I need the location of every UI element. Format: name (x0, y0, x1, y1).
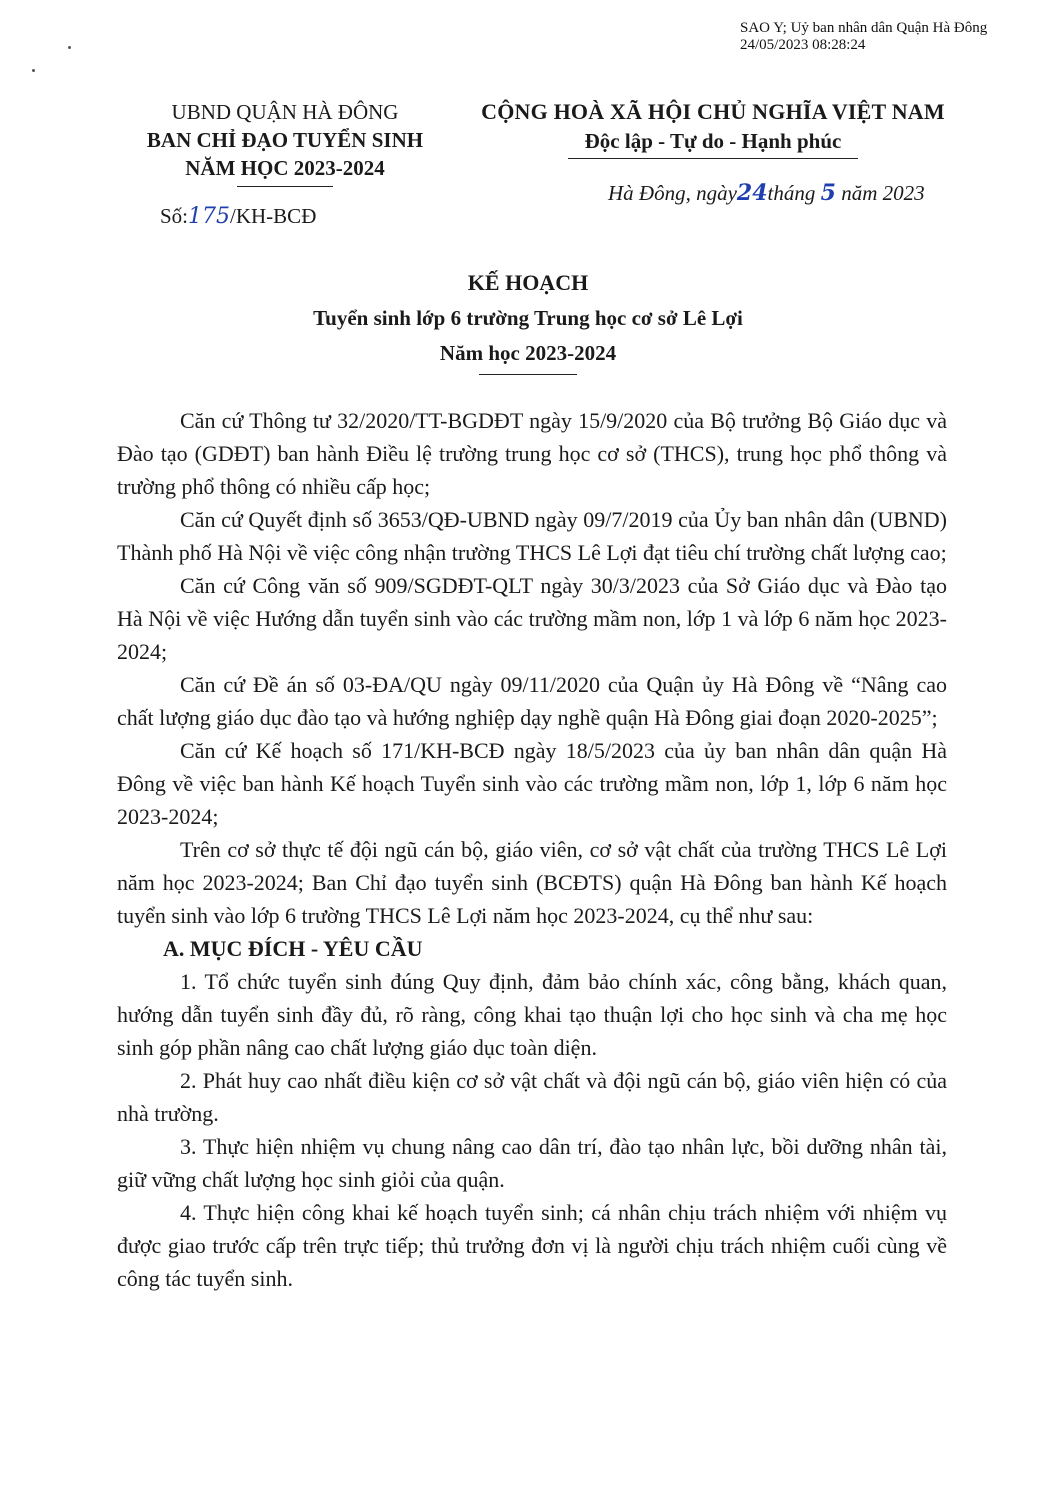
date-year: năm 2023 (841, 181, 925, 205)
purpose-item-2: 2. Phát huy cao nhất điều kiện cơ sở vật chất và đội ngũ cán bộ, giáo viên hiện có của nhà trường. (117, 1068, 947, 1126)
purpose-item-1: 1. Tổ chức tuyển sinh đúng Quy định, đảm bảo chính xác, công bằng, khách quan, hướng dẫn tuyển sinh đầy đủ, rõ ràng, công khai tạo thuận lợi cho học sinh và cha mẹ học sinh góp phần nâng cao chất lượng giáo dục toàn diện. (117, 969, 947, 1060)
issuer-underline (237, 186, 333, 187)
copy-stamp (740, 20, 1040, 54)
section-a-heading: A. MỤC ĐÍCH - YÊU CẦU (163, 936, 423, 961)
date-day-handwritten: 24 (736, 180, 768, 206)
date-line (608, 180, 925, 206)
issuer-header (95, 98, 475, 187)
national-motto: Độc lập - Tự do - Hạnh phúc (584, 129, 842, 153)
national-header (448, 98, 978, 159)
stamp-line-2: 24/05/2023 08:28:24 (740, 37, 866, 53)
basis-paragraph-6: Trên cơ sở thực tế đội ngũ cán bộ, giáo viên, cơ sở vật chất của trường THCS Lê Lợi năm học 2023-2024; Ban Chỉ đạo tuyển sinh (BCĐTS) quận Hà Đông ban hành Kế hoạch tuyển sinh vào lớp 6 trường THCS Lê Lợi năm học 2023-2024, cụ thể như sau: (117, 837, 947, 928)
doc-number-prefix: Số: (160, 204, 189, 228)
doc-number-suffix: /KH-BCĐ (230, 204, 317, 228)
date-month-handwritten: 5 (820, 180, 836, 206)
motto-underline (568, 158, 858, 159)
document-number (160, 204, 316, 229)
document-title (0, 266, 1056, 375)
basis-paragraph-5: Căn cứ Kế hoạch số 171/KH-BCĐ ngày 18/5/2023 của ủy ban nhân dân quận Hà Đông về việc ban hành Kế hoạch Tuyển sinh vào các trường mầm non, lớp 1, lớp 6 năm học 2023-2024; (117, 738, 947, 829)
scan-speck (32, 69, 35, 72)
issuer-line-1: UBND QUẬN HÀ ĐÔNG (171, 100, 399, 124)
basis-paragraph-1: Căn cứ Thông tư 32/2020/TT-BGDĐT ngày 15/9/2020 của Bộ trưởng Bộ Giáo dục và Đào tạo (GDĐT) ban hành Điều lệ trường trung học cơ sở (THCS), trung học phổ thông và trường phổ thông có nhiều cấp học; (117, 408, 947, 499)
document-body (117, 404, 947, 1295)
title-line-3: Năm học 2023-2024 (439, 341, 617, 365)
date-place: Hà Đông, ngày (608, 181, 737, 205)
basis-paragraph-4: Căn cứ Đề án số 03-ĐA/QU ngày 09/11/2020 của Quận ủy Hà Đông về “Nâng cao chất lượng giáo dục đào tạo và hướng nghiệp dạy nghề quận Hà Đông giai đoạn 2020-2025”; (117, 672, 947, 730)
title-underline (479, 374, 577, 375)
scan-speck (68, 46, 71, 49)
doc-number-handwritten: 175 (188, 204, 231, 229)
stamp-line-1: SAO Y; Uỷ ban nhân dân Quận Hà Đông (740, 20, 988, 36)
title-line-2: Tuyển sinh lớp 6 trường Trung học cơ sở Lê Lợi (313, 306, 743, 330)
title-line-1: KẾ HOẠCH (467, 270, 589, 295)
issuer-line-3: NĂM HỌC 2023-2024 (185, 156, 385, 180)
purpose-item-3: 3. Thực hiện nhiệm vụ chung nâng cao dân trí, đào tạo nhân lực, bồi dưỡng nhân tài, giữ vững chất lượng học sinh giỏi của quận. (117, 1134, 947, 1192)
purpose-item-4: 4. Thực hiện công khai kế hoạch tuyển sinh; cá nhân chịu trách nhiệm với nhiệm vụ được giao trước cấp trên trực tiếp; thủ trưởng đơn vị là người chịu trách nhiệm cuối cùng về công tác tuyển sinh. (117, 1200, 947, 1291)
basis-paragraph-2: Căn cứ Quyết định số 3653/QĐ-UBND ngày 09/7/2019 của Ủy ban nhân dân (UBND) Thành phố Hà Nội về việc công nhận trường THCS Lê Lợi đạt tiêu chí trường chất lượng cao; (117, 507, 947, 565)
basis-paragraph-3: Căn cứ Công văn số 909/SGDĐT-QLT ngày 30/3/2023 của Sở Giáo dục và Đào tạo Hà Nội về việc Hướng dẫn tuyển sinh vào các trường mầm non, lớp 1 và lớp 6 năm học 2023-2024; (117, 573, 947, 664)
date-month-label: tháng (767, 181, 816, 205)
issuer-line-2: BAN CHỈ ĐẠO TUYỂN SINH (146, 128, 424, 152)
national-title: CỘNG HOÀ XÃ HỘI CHỦ NGHĨA VIỆT NAM (481, 99, 945, 124)
